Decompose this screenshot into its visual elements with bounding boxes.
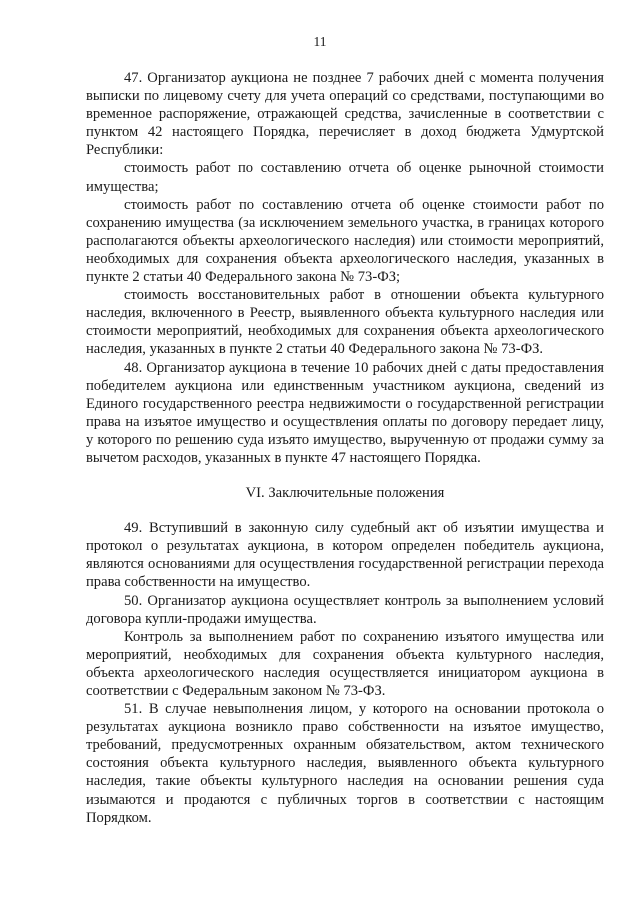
paragraph-47: 47. Организатор аукциона не позднее 7 рабочих дней с момента получения выписки по лицевому счету для учета операций со средствами, поступающими во временное распоряжение, отражающей средства, зачисленные в соответствии с пунктом 42 настоящего Порядка, перечисляет в доход бюджета Удмуртской Республики: [86, 70, 604, 159]
section-title: VI. Заключительные положения [245, 485, 445, 502]
paragraph-49: 49. Вступивший в законную силу судебный акт об изъятии имущества и протокол о результатах аукциона, в котором определен победитель аукциона, являются основаниями для осуществления государственной регистрации перехода права собственности на имущество. [86, 520, 604, 591]
page-number: 11 [313, 34, 327, 49]
paragraph-47-item-1: стоимость работ по составлению отчета об оценке рыночной стоимости имущества; [86, 160, 604, 195]
paragraph-47-item-2: стоимость работ по составлению отчета об оценке стоимости работ по сохранению имущества (за исключением земельного участка, в границах которого располагаются объекты археологического наследия) или стоимости мероприятий, необходимых для сохранения объекта археологического наследия, указанных в пункте 2 статьи 40 Федерального закона № 73-ФЗ; [86, 196, 604, 286]
paragraph-50: 50. Организатор аукциона осуществляет контроль за выполнением условий договора купли-продажи имущества. [86, 592, 604, 627]
paragraph-48: 48. Организатор аукциона в течение 10 рабочих дней с даты предоставления победителем аукциона или единственным участником аукциона, сведений из Единого государственного реестра недвижимости о государственной регистрации права на изъятое имущество и осуществления оплаты по договору передает лицу, у которого по решению суда изъято имущество, вырученную от продажи сумму за вычетом расходов, указанных в пункте 47 настоящего Порядка. [86, 359, 604, 466]
document-body [86, 69, 604, 827]
paragraph-51: 51. В случае невыполнения лицом, у которого на основании протокола о результатах аукциона возникло право собственности на изъятое имущество, требований, предусмотренных охранным обязательством, актом технического состояния объекта культурного наследия, выявленного объекта культурного наследия, такие объекты культурного наследия на основании решения суда изымаются и продаются с публичных торгов в соответствии с настоящим Порядком. [86, 701, 604, 826]
paragraph-50-control: Контроль за выполнением работ по сохранению изъятого имущества или мероприятий, необходимых для сохранения объекта культурного наследия, объекта археологического наследия осуществляется инициатором аукциона в соответствии с Федеральным законом № 73-ФЗ. [86, 628, 604, 699]
paragraph-47-item-3: стоимость восстановительных работ в отношении объекта культурного наследия, включенного в Реестр, выявленного объекта культурного наследия или стоимости мероприятий, необходимых для сохранения объекта археологического наследия, указанных в пункте 2 статьи 40 Федерального закона № 73-ФЗ. [86, 287, 604, 358]
